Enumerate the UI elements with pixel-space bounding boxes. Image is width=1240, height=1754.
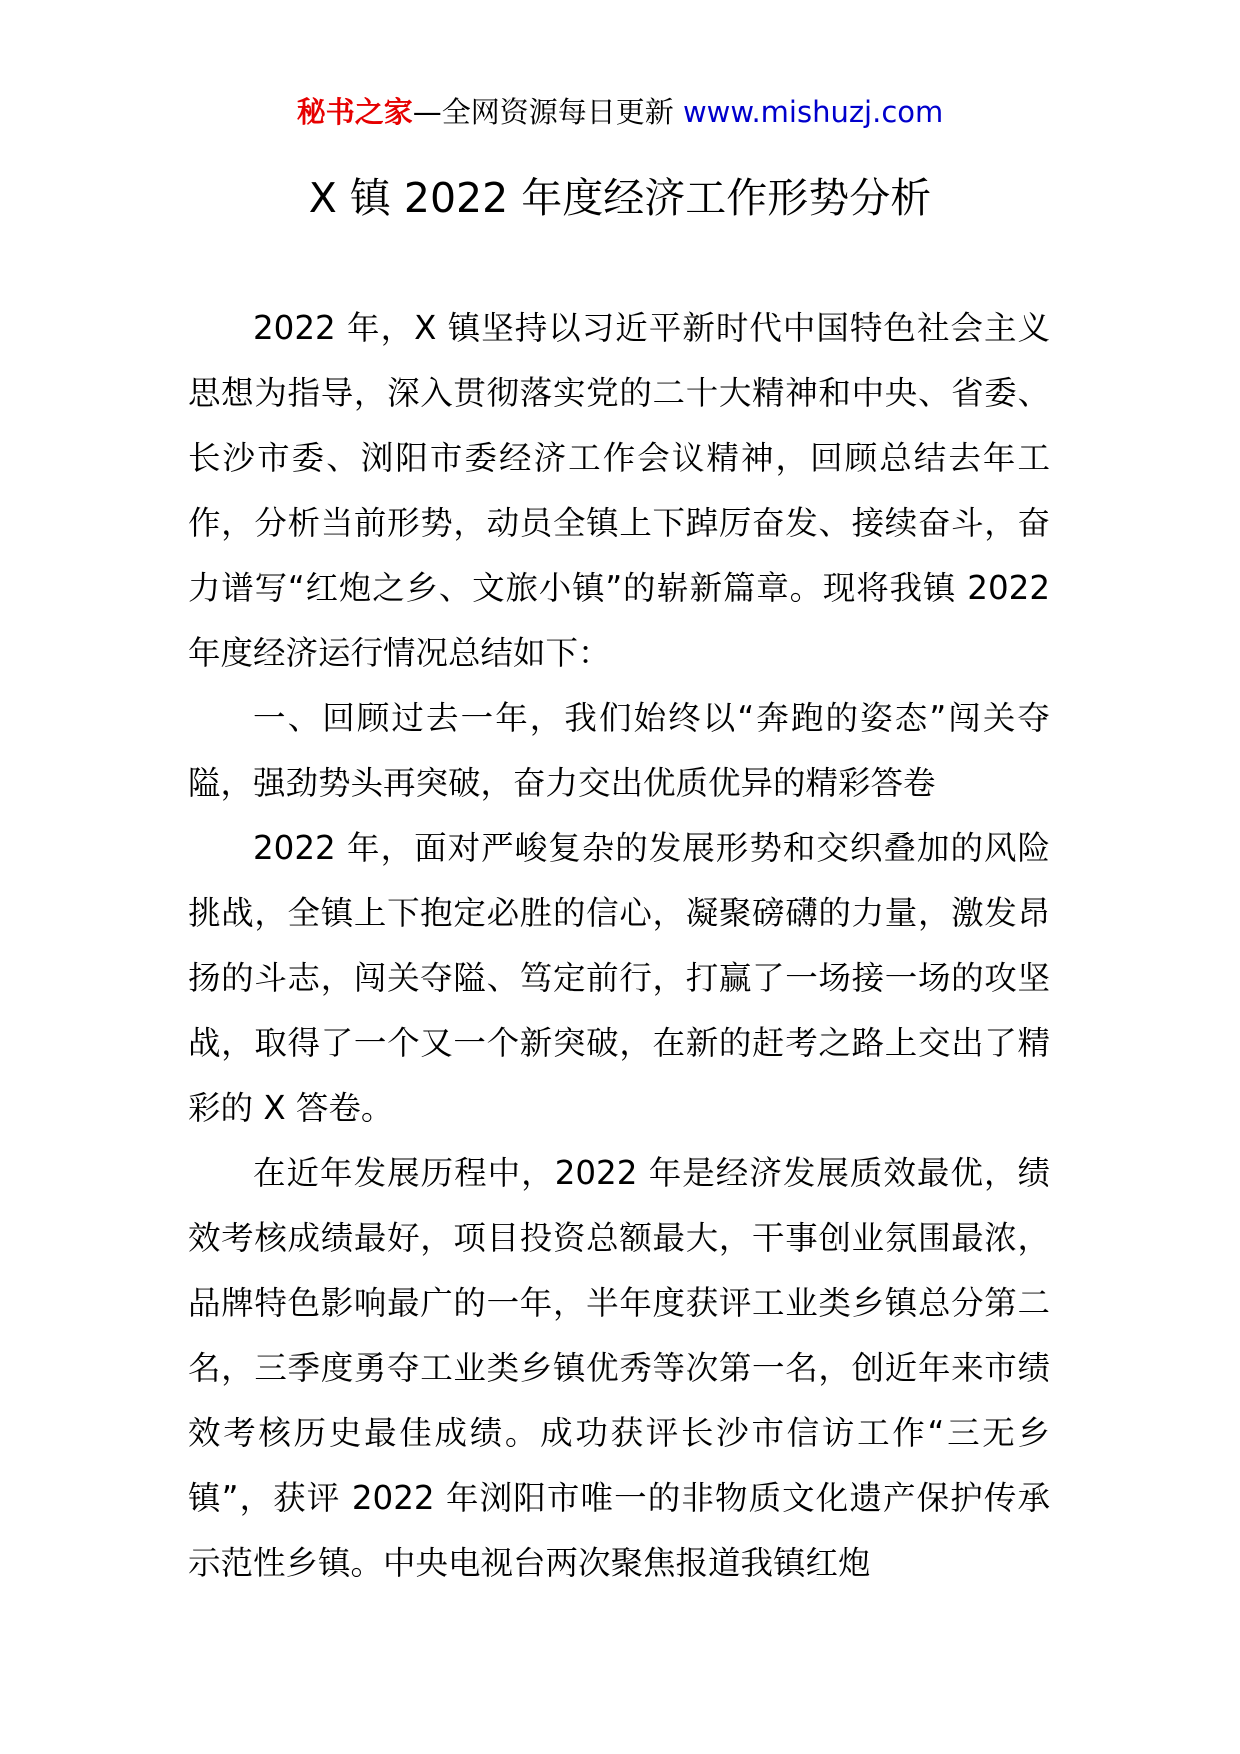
paragraph-achievements: 在近年发展历程中，2022 年是经济发展质效最优，绩效考核成绩最好，项目投资总额最大，干事创业氛围最浓，品牌特色影响最广的一年，半年度获评工业类乡镇总分第二名，三季度勇夺工业类乡镇优秀等次第一名，创近年来市绩效考核历史最佳成绩。成功获评长沙市信访工作“三无乡镇”，获评 2022 年浏阳市唯一的非物质文化遗产保护传承示范性乡镇。中央电视台两次聚焦报道我镇红炮 <box>188 1154 1050 1582</box>
document-title: X 镇 2022 年度经济工作形势分析 <box>308 174 932 222</box>
paragraph-overview: 2022 年，面对严峻复杂的发展形势和交织叠加的风险挑战，全镇上下抱定必胜的信心，凝聚磅礴的力量，激发昂扬的斗志，闯关夺隘、笃定前行，打赢了一场接一场的攻坚战，取得了一个又一个新突破，在新的赶考之路上交出了精彩的 X 答卷。 <box>188 829 1050 1127</box>
site-url-link[interactable]: www.mishuzj.com <box>682 95 944 129</box>
site-header <box>0 92 1240 132</box>
document-body <box>188 296 1050 1596</box>
site-brand: 秘书之家 <box>296 95 413 129</box>
section-heading-1: 一、回顾过去一年，我们始终以“奔跑的姿态”闯关夺隘，强劲势头再突破，奋力交出优质优异的精彩答卷 <box>188 699 1050 802</box>
paragraph-intro: 2022 年，X 镇坚持以习近平新时代中国特色社会主义思想为指导，深入贯彻落实党的二十大精神和中央、省委、长沙市委、浏阳市委经济工作会议精神，回顾总结去年工作，分析当前形势，动员全镇上下踔厉奋发、接续奋斗，奋力谱写“红炮之乡、文旅小镇”的崭新篇章。现将我镇 2022 年度经济运行情况总结如下： <box>188 309 1050 672</box>
site-tagline: —全网资源每日更新 <box>412 95 683 129</box>
